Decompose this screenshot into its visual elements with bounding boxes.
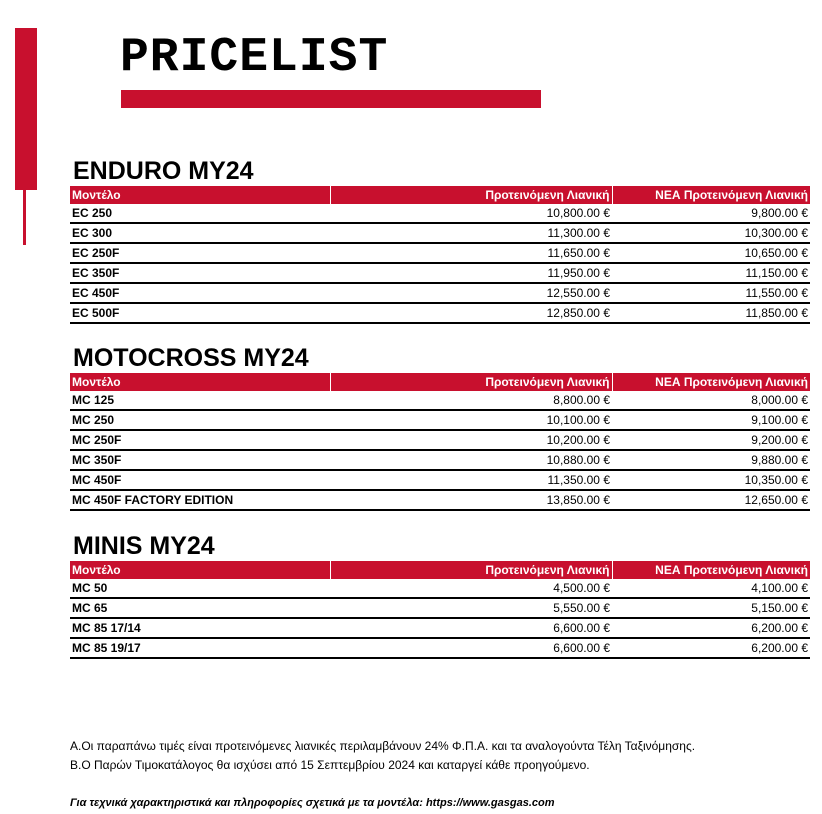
footer-info: Για τεχνικά χαρακτηριστικά και πληροφορίες σχετικά με τα μοντέλα: https://www.gasgas.com xyxy=(70,797,555,809)
retail-price-cell: 6,600.00 € xyxy=(330,638,612,658)
model-cell: MC 50 xyxy=(70,579,330,598)
table-row xyxy=(70,223,810,243)
price-table xyxy=(70,373,810,511)
section-title: MOTOCROSS MY24 xyxy=(73,344,309,372)
model-cell: MC 450F FACTORY EDITION xyxy=(70,490,330,510)
price-table xyxy=(70,561,810,659)
retail-price-cell: 12,550.00 € xyxy=(330,283,612,303)
table-row xyxy=(70,618,810,638)
table-header-row xyxy=(70,373,810,391)
retail-price-cell: 11,300.00 € xyxy=(330,223,612,243)
retail-price-cell: 5,550.00 € xyxy=(330,598,612,618)
new-retail-price-cell: 9,200.00 € xyxy=(612,430,810,450)
table-row xyxy=(70,490,810,510)
new-retail-price-cell: 10,300.00 € xyxy=(612,223,810,243)
table-row xyxy=(70,263,810,283)
section-minis xyxy=(70,531,810,659)
retail-price-cell: 11,650.00 € xyxy=(330,243,612,263)
table-header-row xyxy=(70,561,810,579)
model-cell: EC 450F xyxy=(70,283,330,303)
note-b: Β.Ο Παρών Τιμοκατάλογος θα ισχύσει από 15 Σεπτεμβρίου 2024 και καταργεί κάθε προηγούμενο. xyxy=(70,758,590,772)
table-header-row xyxy=(70,186,810,204)
new-retail-price-cell: 9,880.00 € xyxy=(612,450,810,470)
column-header-new-retail: ΝΕΑ Προτεινόμενη Λιανική xyxy=(612,373,810,391)
price-table xyxy=(70,186,810,324)
model-cell: MC 85 19/17 xyxy=(70,638,330,658)
side-accent-line xyxy=(23,190,26,245)
notes xyxy=(70,737,695,775)
retail-price-cell: 11,950.00 € xyxy=(330,263,612,283)
model-cell: EC 250 xyxy=(70,204,330,223)
model-cell: EC 500F xyxy=(70,303,330,323)
table-row xyxy=(70,303,810,323)
column-header-retail: Προτεινόμενη Λιανική xyxy=(330,186,612,204)
new-retail-price-cell: 6,200.00 € xyxy=(612,638,810,658)
page-title: PRICELIST xyxy=(120,31,389,85)
model-cell: MC 450F xyxy=(70,470,330,490)
column-header-new-retail: ΝΕΑ Προτεινόμενη Λιανική xyxy=(612,561,810,579)
section-title: MINIS MY24 xyxy=(73,532,215,560)
column-header-model: Μοντέλο xyxy=(70,186,330,204)
section-motocross xyxy=(70,343,810,511)
table-row xyxy=(70,243,810,263)
new-retail-price-cell: 10,350.00 € xyxy=(612,470,810,490)
table-row xyxy=(70,598,810,618)
model-cell: MC 85 17/14 xyxy=(70,618,330,638)
retail-price-cell: 11,350.00 € xyxy=(330,470,612,490)
column-header-retail: Προτεινόμενη Λιανική xyxy=(330,561,612,579)
retail-price-cell: 10,800.00 € xyxy=(330,204,612,223)
model-cell: MC 250 xyxy=(70,410,330,430)
retail-price-cell: 13,850.00 € xyxy=(330,490,612,510)
table-row xyxy=(70,430,810,450)
column-header-model: Μοντέλο xyxy=(70,373,330,391)
column-header-new-retail: ΝΕΑ Προτεινόμενη Λιανική xyxy=(612,186,810,204)
model-cell: MC 125 xyxy=(70,391,330,410)
section-enduro xyxy=(70,156,810,324)
model-cell: EC 350F xyxy=(70,263,330,283)
column-header-model: Μοντέλο xyxy=(70,561,330,579)
new-retail-price-cell: 4,100.00 € xyxy=(612,579,810,598)
table-row xyxy=(70,391,810,410)
table-row xyxy=(70,204,810,223)
table-row xyxy=(70,450,810,470)
new-retail-price-cell: 12,650.00 € xyxy=(612,490,810,510)
table-row xyxy=(70,470,810,490)
model-cell: EC 300 xyxy=(70,223,330,243)
new-retail-price-cell: 9,100.00 € xyxy=(612,410,810,430)
new-retail-price-cell: 6,200.00 € xyxy=(612,618,810,638)
retail-price-cell: 10,880.00 € xyxy=(330,450,612,470)
table-row xyxy=(70,638,810,658)
model-cell: MC 250F xyxy=(70,430,330,450)
retail-price-cell: 4,500.00 € xyxy=(330,579,612,598)
new-retail-price-cell: 9,800.00 € xyxy=(612,204,810,223)
table-row xyxy=(70,283,810,303)
section-title: ENDURO MY24 xyxy=(73,157,254,185)
side-accent-bar xyxy=(15,28,37,190)
new-retail-price-cell: 8,000.00 € xyxy=(612,391,810,410)
table-row xyxy=(70,579,810,598)
model-cell: MC 350F xyxy=(70,450,330,470)
retail-price-cell: 8,800.00 € xyxy=(330,391,612,410)
model-cell: EC 250F xyxy=(70,243,330,263)
retail-price-cell: 10,100.00 € xyxy=(330,410,612,430)
retail-price-cell: 12,850.00 € xyxy=(330,303,612,323)
column-header-retail: Προτεινόμενη Λιανική xyxy=(330,373,612,391)
new-retail-price-cell: 10,650.00 € xyxy=(612,243,810,263)
note-a: Α.Οι παραπάνω τιμές είναι προτεινόμενες λιανικές περιλαμβάνουν 24% Φ.Π.Α. και τα αναλογούντα Τέλη Ταξινόμησης. xyxy=(70,739,696,753)
new-retail-price-cell: 11,150.00 € xyxy=(612,263,810,283)
title-underline xyxy=(121,90,541,108)
table-row xyxy=(70,410,810,430)
new-retail-price-cell: 11,550.00 € xyxy=(612,283,810,303)
model-cell: MC 65 xyxy=(70,598,330,618)
new-retail-price-cell: 11,850.00 € xyxy=(612,303,810,323)
new-retail-price-cell: 5,150.00 € xyxy=(612,598,810,618)
retail-price-cell: 10,200.00 € xyxy=(330,430,612,450)
retail-price-cell: 6,600.00 € xyxy=(330,618,612,638)
